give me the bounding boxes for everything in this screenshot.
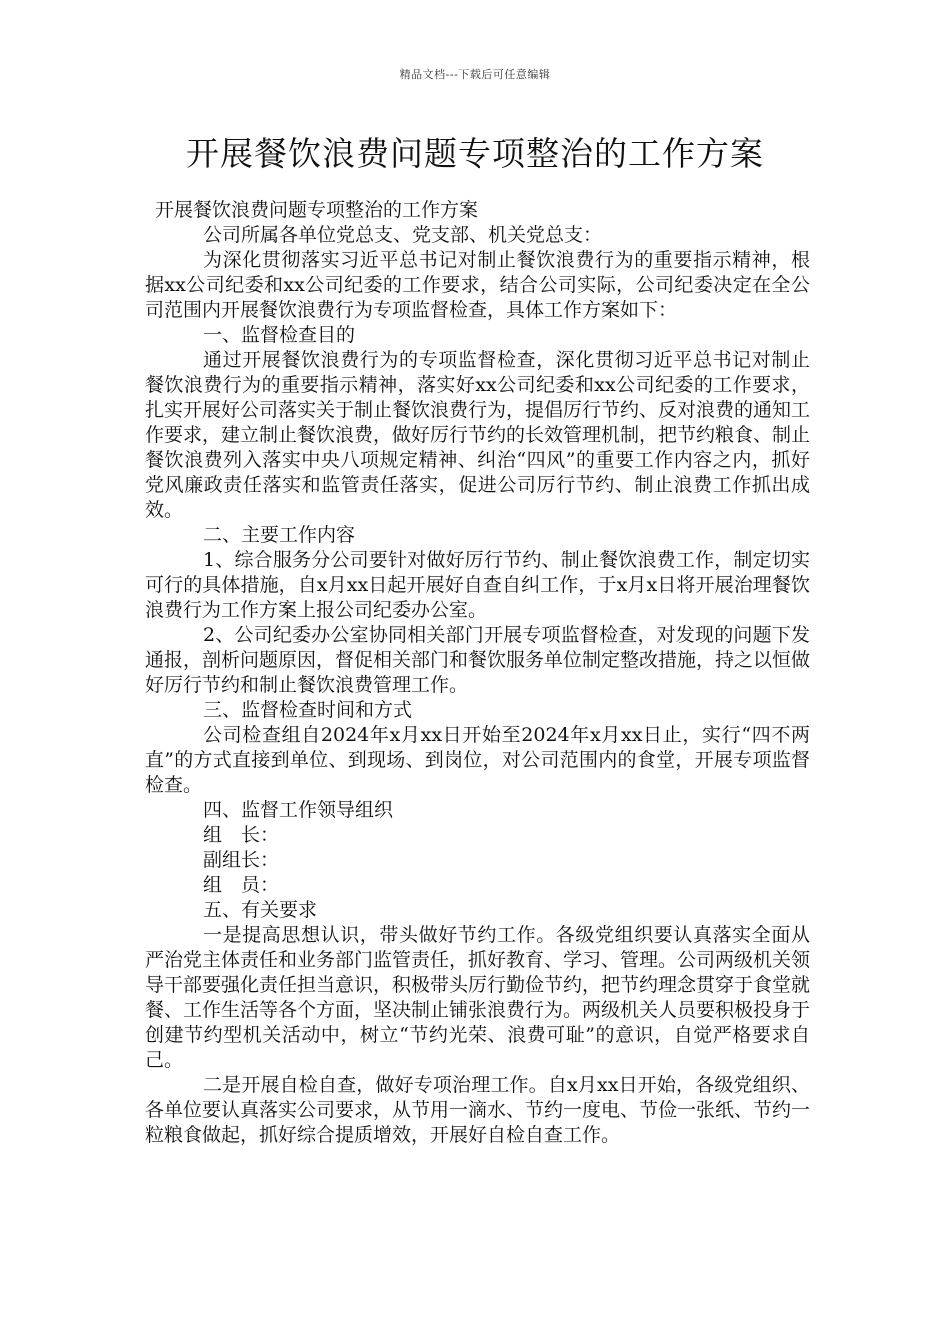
section-2-item-2: 2、公司纪委办公室协同相关部门开展专项监督检查，对发现的问题下发通报，剖析问题原因，督促相关部门和餐饮服务单位制定整改措施，持之以恒做好厉行节约和制止餐饮浪费管理工作。 <box>145 624 811 696</box>
section-heading-4: 四、监督工作领导组织 <box>203 799 394 821</box>
document-title: 开展餐饮浪费问题专项整治的工作方案 <box>186 134 764 173</box>
section-heading-2: 二、主要工作内容 <box>203 524 356 546</box>
header-note: 精品文档---下载后可任意编辑 <box>399 68 551 81</box>
group-member-line: 组 员： <box>203 874 280 896</box>
deputy-leader-line: 副组长： <box>203 849 280 871</box>
subtitle-paragraph: 开展餐饮浪费问题专项整治的工作方案 <box>155 199 479 221</box>
requirement-1-paragraph: 一是提高思想认识，带头做好节约工作。各级党组织要认真落实全面从严治党主体责任和业务部门监管责任，抓好教育、学习、管理。公司两级机关领导干部要强化责任担当意识，积极带头厉行勤俭节约，把节约理念贯穿于食堂就餐、工作生活等各个方面，坚决制止铺张浪费行为。两级机关人员要积极投身于创建节约型机关活动中，树立“节约光荣、浪费可耻”的意识，自觉严格要求自己。 <box>145 924 811 1071</box>
requirement-2-paragraph: 二是开展自检自查，做好专项治理工作。自x月xx日开始，各级党组织、各单位要认真落实公司要求，从节用一滴水、节约一度电、节俭一张纸、节约一粒粮食做起，抓好综合提质增效，开展好自检自查工作。 <box>145 1074 811 1146</box>
group-leader-line: 组 长： <box>203 824 280 846</box>
section-heading-5: 五、有关要求 <box>203 899 318 921</box>
section-heading-3: 三、监督检查时间和方式 <box>203 699 413 721</box>
section-3-paragraph: 公司检查组自2024年x月xx日开始至2024年x月xx日止，实行“四不两直”的方式直接到单位、到现场、到岗位，对公司范围内的食堂，开展专项监督检查。 <box>145 724 810 796</box>
section-1-paragraph: 通过开展餐饮浪费行为的专项监督检查，深化贯彻习近平总书记对制止餐饮浪费行为的重要指示精神，落实好xx公司纪委和xx公司纪委的工作要求，扎实开展好公司落实关于制止餐饮浪费行为，提倡厉行节约、反对浪费的通知工作要求，建立制止餐饮浪费，做好厉行节约的长效管理机制，把节约粮食、制止餐饮浪费列入落实中央八项规定精神、纠治“四风”的重要工作内容之内，抓好党风廉政责任落实和监管责任落实，促进公司厉行节约、制止浪费工作抓出成效。 <box>145 349 811 521</box>
intro-paragraph: 为深化贯彻落实习近平总书记对制止餐饮浪费行为的重要指示精神，根据xx公司纪委和xx公司纪委的工作要求，结合公司实际，公司纪委决定在全公司范围内开展餐饮浪费行为专项监督检查，具体工作方案如下： <box>145 249 810 321</box>
salutation-paragraph: 公司所属各单位党总支、党支部、机关党总支： <box>203 224 603 246</box>
section-heading-1: 一、监督检查目的 <box>203 324 356 346</box>
document-body <box>145 198 810 1148</box>
section-2-item-1: 1、综合服务分公司要针对做好厉行节约、制止餐饮浪费工作，制定切实可行的具体措施，自x月xx日起开展好自查自纠工作，于x月x日将开展治理餐饮浪费行为工作方案上报公司纪委办公室。 <box>145 549 810 621</box>
